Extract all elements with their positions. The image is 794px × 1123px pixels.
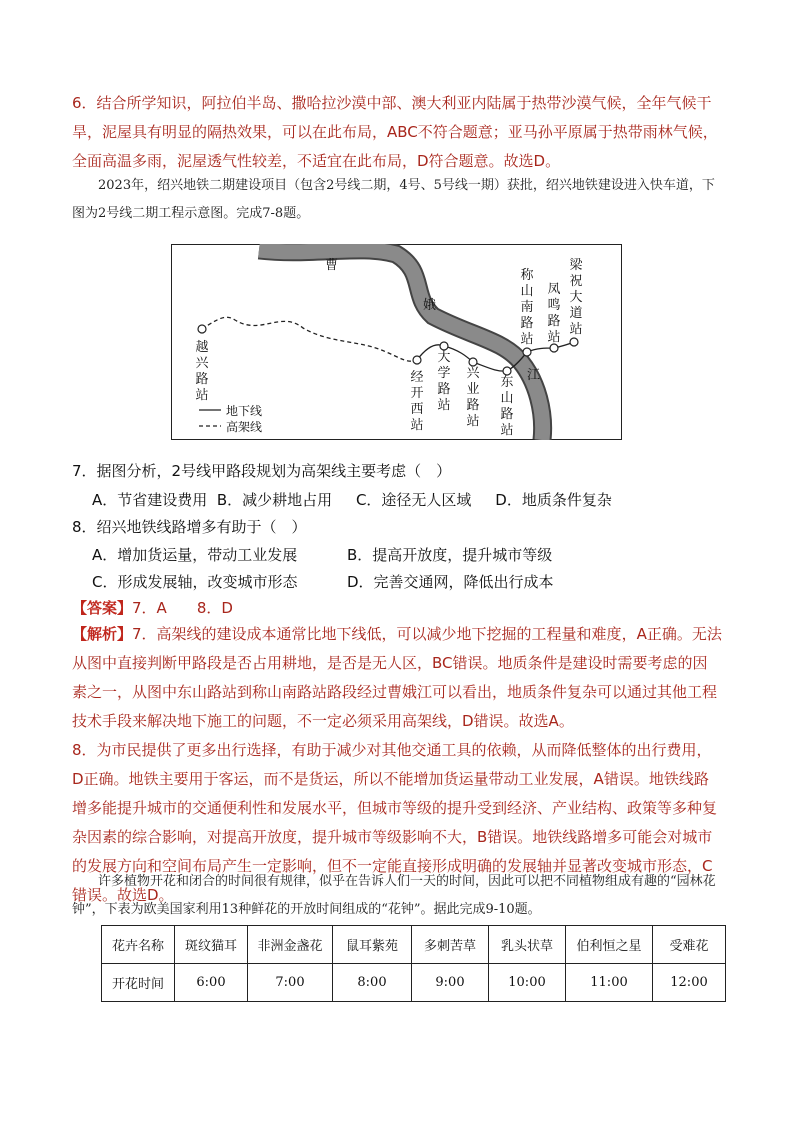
legend-elevated-label: 高架线: [226, 420, 263, 434]
analysis-q7: [72, 620, 722, 736]
q7-option-a: A．节省建设费用: [92, 491, 208, 509]
station-label-xingye: 兴业路站: [466, 366, 480, 429]
station-label-jingkaixi: 经开西站: [410, 370, 424, 433]
table-row: [102, 926, 726, 964]
station-label-dongshan: 东山路站: [500, 375, 514, 438]
station-marker-liangzhu: [570, 338, 578, 346]
intro-7-8: 2023年，绍兴地铁二期建设项目（包含2号线二期，4号、5号线一期）获批，绍兴地铁建设进入快车道，下图为2号线二期工程示意图。完成7-8题。: [72, 178, 715, 221]
table-header-cell: 开花时间: [102, 964, 175, 1002]
analysis-q7-text: 7．高架线的建设成本通常比地下线低，可以减少地下挖掘的工程量和难度，A正确。无法从图中直接判断甲路段是否占用耕地，是否是无人区，BC错误。地质条件是建设时需要考虑的因素之一，从图中东山路站到称山南路站路段经过曹娥江可以看出，地质条件复杂可以通过其他工程技术手段来解决地下施工的问题，不一定必须采用高架线，D错误。故选A。: [72, 625, 722, 730]
q7-option-c: C．途径无人区域: [355, 491, 472, 509]
flower-time-cell: 8:00: [333, 964, 412, 1002]
flower-time-cell: 10:00: [489, 964, 566, 1002]
q8-option-b: B．提高开放度，提升城市等级: [347, 546, 553, 564]
answer-tag: 【答案】: [72, 599, 133, 617]
analysis-q8: 8．为市民提供了更多出行选择，有助于减少对其他交通工具的依赖，从而降低整体的出行费用，D正确。地铁主要用于客运，而不是货运，所以不能增加货运量带动工业发展，A错误。地铁线路增多能提升城市的交通便利性和发展水平，但城市等级的提升受到经济、产业结构、政策等多种复杂因素的综合影响，对提高开放度，提升城市等级影响不大，B错误。地铁线路增多可能会对城市的发展方向和空间布局产生一定影响，但不一定能直接形成明确的发展轴并显著改变城市形态，C错误。故选D。: [72, 741, 718, 904]
q7-option-b: B．减少耕地占用: [216, 491, 333, 509]
q8-stem: 8．绍兴地铁线路增多有助于（ ）: [72, 518, 307, 536]
answer-line: [72, 597, 233, 618]
flower-name-cell: 鼠耳紫苑: [333, 926, 412, 964]
station-label-fengming: 凤鸣路站: [547, 282, 561, 345]
flower-name-cell: 乳头状草: [489, 926, 566, 964]
station-label-daxue: 大学路站: [437, 350, 451, 413]
river-char-1: 曹: [325, 258, 339, 273]
q7-option-d: D．地质条件复杂: [495, 491, 612, 509]
table-row: [102, 964, 726, 1002]
river-char-3: 江: [527, 368, 541, 383]
flower-name-cell: 斑纹猫耳: [175, 926, 248, 964]
q8-option-a: A．增加货运量，带动工业发展: [92, 546, 298, 564]
analysis-tag: 【解析】: [72, 625, 133, 643]
flower-name-cell: 伯利恒之星: [566, 926, 653, 964]
flower-name-cell: 多刺苦草: [412, 926, 489, 964]
flower-clock-table: [101, 925, 726, 1002]
station-marker-xingye: [469, 358, 477, 366]
metro-map: [171, 244, 622, 440]
station-marker-dongshan: [503, 367, 511, 375]
flower-time-cell: 7:00: [248, 964, 333, 1002]
station-label-liangzhu: 梁祝大道站: [569, 258, 583, 337]
q8-option-c: C．形成发展轴，改变城市形态: [92, 573, 298, 591]
answer-text: 7．A 8．D: [132, 599, 233, 617]
station-marker-daxue: [440, 342, 448, 350]
table-header-cell: 花卉名称: [102, 926, 175, 964]
station-label-yuexing: 越兴路站: [195, 340, 209, 403]
q7-stem: 7．据图分析，2号线甲路段规划为高架线主要考虑（ ）: [72, 462, 452, 480]
flower-time-cell: 9:00: [412, 964, 489, 1002]
station-marker-chengshannan: [523, 348, 531, 356]
station-label-chengshannan: 称山南路站: [520, 268, 534, 347]
station-marker-jingkaixi: [413, 356, 421, 364]
flower-time-cell: 6:00: [175, 964, 248, 1002]
q6-explanation: 6．结合所学知识，阿拉伯半岛、撒哈拉沙漠中部、澳大利亚内陆属于热带沙漠气候，全年气候干旱，泥屋具有明显的隔热效果，可以在此布局，ABC不符合题意；亚马孙平原属于热带雨林气候，全面高温多雨，泥屋透气性较差，不适宜在此布局，D符合题意。故选D。: [72, 94, 718, 170]
flower-name-cell: 受难花: [653, 926, 726, 964]
legend-underground-label: 地下线: [226, 404, 263, 418]
station-marker-yuexing: [198, 325, 206, 333]
q7-options: [92, 488, 612, 512]
flower-time-cell: 11:00: [566, 964, 653, 1002]
intro-9-10: 许多植物开花和闭合的时间很有规律，似乎在告诉人们一天的时间，因此可以把不同植物组成有趣的“园林花钟”，下表为欧美国家利用13种鲜花的开放时间组成的“花钟”。据此完成9-10题。: [72, 874, 716, 917]
river-char-2: 娥: [423, 298, 437, 313]
flower-time-cell: 12:00: [653, 964, 726, 1002]
q8-option-d: D．完善交通网，降低出行成本: [347, 573, 554, 591]
flower-name-cell: 非洲金盏花: [248, 926, 333, 964]
